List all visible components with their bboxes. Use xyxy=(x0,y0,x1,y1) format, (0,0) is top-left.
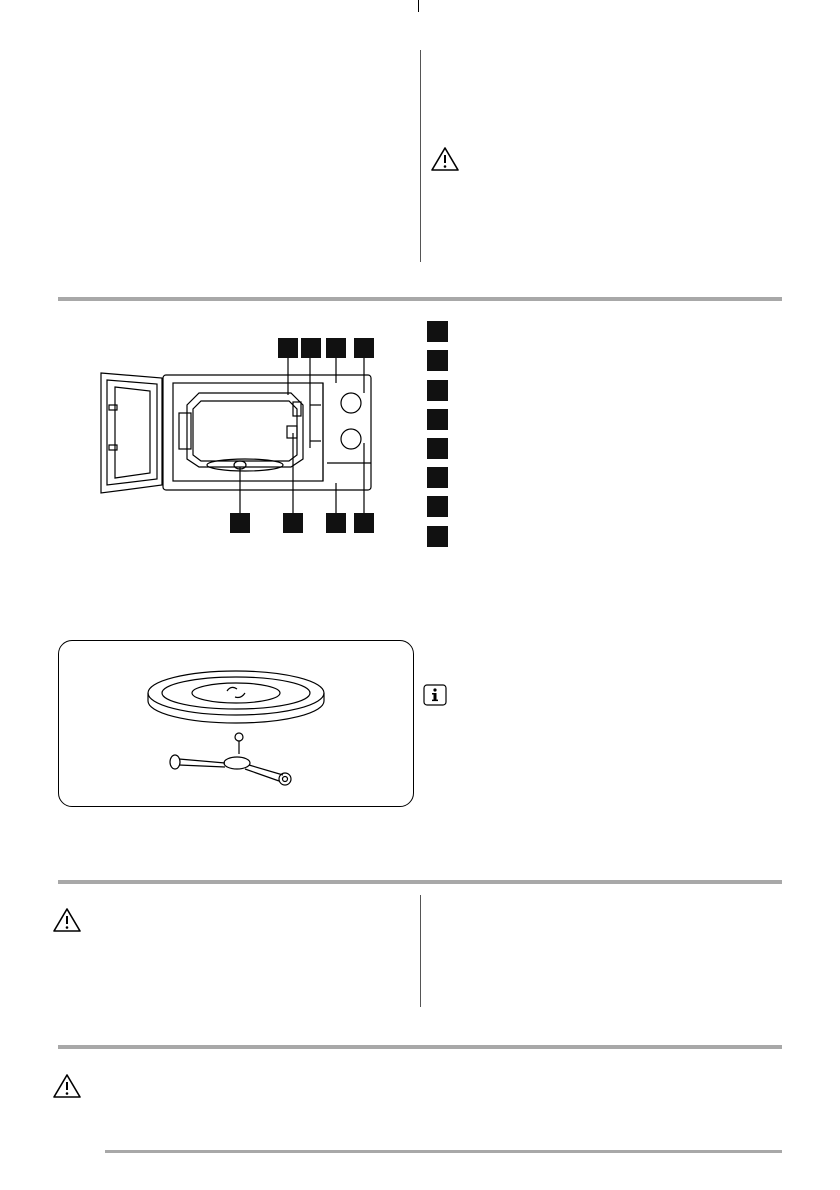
warning-icon xyxy=(430,146,460,172)
warning-icon xyxy=(52,1073,82,1099)
legend-marker-7 xyxy=(427,496,448,517)
column-divider-bottom xyxy=(420,895,421,1007)
section-rule-3 xyxy=(58,1045,782,1049)
legend-marker-4 xyxy=(427,409,448,430)
microwave-diagram xyxy=(95,333,385,543)
footer-rule xyxy=(105,1150,782,1153)
section-rule-2 xyxy=(58,880,782,884)
accessories-panel xyxy=(58,640,414,807)
column-divider-top xyxy=(420,50,421,262)
warning-icon xyxy=(52,907,82,933)
section-rule-1 xyxy=(58,297,782,301)
legend-marker-3 xyxy=(427,380,448,401)
legend-marker-6 xyxy=(427,467,448,488)
legend-marker-1 xyxy=(427,321,448,342)
legend-marker-2 xyxy=(427,350,448,371)
info-icon xyxy=(423,684,447,706)
legend-marker-5 xyxy=(427,438,448,459)
legend-marker-8 xyxy=(427,526,448,547)
crop-mark xyxy=(418,0,419,12)
